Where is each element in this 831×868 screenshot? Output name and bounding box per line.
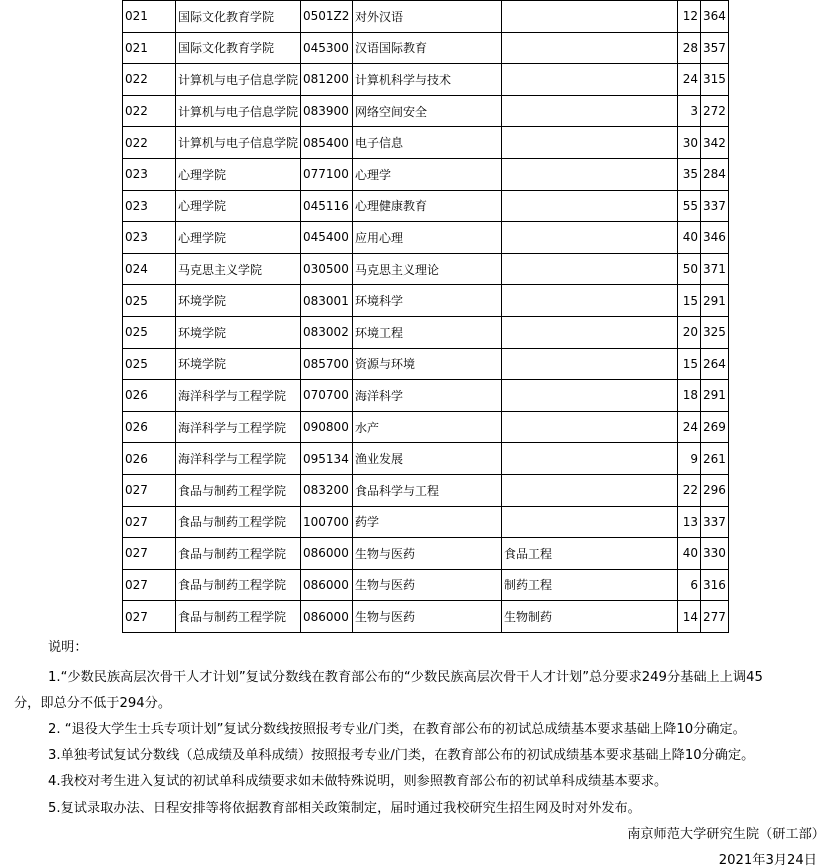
- table-row: [123, 158, 729, 190]
- major-name-cell: 环境工程: [353, 316, 502, 348]
- college-code-cell: 025: [123, 348, 176, 380]
- table-row: [123, 316, 729, 348]
- table-row: [123, 380, 729, 412]
- college-name-cell: 心理学院: [176, 222, 301, 254]
- major-code-cell: 045300: [301, 32, 353, 64]
- major-code-cell: 030500: [301, 253, 353, 285]
- direction-cell: [502, 443, 678, 475]
- college-code-cell: 023: [123, 158, 176, 190]
- major-name-cell: 网络空间安全: [353, 95, 502, 127]
- college-code-cell: 025: [123, 316, 176, 348]
- major-code-cell: 070700: [301, 380, 353, 412]
- college-name-cell: 心理学院: [176, 190, 301, 222]
- college-code-cell: 027: [123, 506, 176, 538]
- single-subject-score-cell: 50: [678, 253, 701, 285]
- total-score-cell: 325: [701, 316, 729, 348]
- college-code-cell: 026: [123, 380, 176, 412]
- college-code-cell: 025: [123, 285, 176, 317]
- single-subject-score-cell: 13: [678, 506, 701, 538]
- direction-cell: [502, 190, 678, 222]
- direction-cell: [502, 32, 678, 64]
- major-name-cell: 生物与医药: [353, 538, 502, 570]
- college-name-cell: 食品与制药工程学院: [176, 474, 301, 506]
- major-code-cell: 0501Z2: [301, 1, 353, 33]
- single-subject-score-cell: 24: [678, 64, 701, 96]
- direction-cell: [502, 474, 678, 506]
- direction-cell: 生物制药: [502, 601, 678, 633]
- college-name-cell: 环境学院: [176, 285, 301, 317]
- single-subject-score-cell: 15: [678, 285, 701, 317]
- direction-cell: [502, 348, 678, 380]
- major-code-cell: 086000: [301, 601, 353, 633]
- total-score-cell: 291: [701, 285, 729, 317]
- college-code-cell: 027: [123, 601, 176, 633]
- table-row: [123, 127, 729, 159]
- total-score-cell: 364: [701, 1, 729, 33]
- table-row: [123, 285, 729, 317]
- direction-cell: 制药工程: [502, 569, 678, 601]
- major-code-cell: 081200: [301, 64, 353, 96]
- total-score-cell: 264: [701, 348, 729, 380]
- total-score-cell: 272: [701, 95, 729, 127]
- major-name-cell: 应用心理: [353, 222, 502, 254]
- major-name-cell: 渔业发展: [353, 443, 502, 475]
- major-code-cell: 090800: [301, 411, 353, 443]
- table-row: [123, 190, 729, 222]
- table-row: [123, 1, 729, 33]
- total-score-cell: 337: [701, 506, 729, 538]
- college-name-cell: 食品与制药工程学院: [176, 569, 301, 601]
- direction-cell: [502, 316, 678, 348]
- direction-cell: 食品工程: [502, 538, 678, 570]
- table-row: [123, 32, 729, 64]
- single-subject-score-cell: 12: [678, 1, 701, 33]
- college-code-cell: 023: [123, 222, 176, 254]
- college-name-cell: 海洋科学与工程学院: [176, 443, 301, 475]
- major-code-cell: 086000: [301, 538, 353, 570]
- major-code-cell: 100700: [301, 506, 353, 538]
- score-table-body: [123, 1, 729, 633]
- signature-date: 2021年3月24日: [718, 853, 817, 868]
- college-name-cell: 计算机与电子信息学院: [176, 127, 301, 159]
- college-code-cell: 022: [123, 64, 176, 96]
- major-name-cell: 生物与医药: [353, 601, 502, 633]
- major-name-cell: 食品科学与工程: [353, 474, 502, 506]
- major-code-cell: 077100: [301, 158, 353, 190]
- total-score-cell: 330: [701, 538, 729, 570]
- table-row: [123, 569, 729, 601]
- note-item-1: 1.“少数民族高层次骨干人才计划”复试分数线在教育部公布的“少数民族高层次骨干人才计划”总分要求249分基础上上调45: [48, 670, 763, 685]
- total-score-cell: 315: [701, 64, 729, 96]
- single-subject-score-cell: 18: [678, 380, 701, 412]
- single-subject-score-cell: 30: [678, 127, 701, 159]
- major-code-cell: 083002: [301, 316, 353, 348]
- total-score-cell: 277: [701, 601, 729, 633]
- major-name-cell: 生物与医药: [353, 569, 502, 601]
- college-code-cell: 027: [123, 569, 176, 601]
- table-row: [123, 601, 729, 633]
- college-code-cell: 022: [123, 127, 176, 159]
- signature-org: 南京师范大学研究生院（研工部）: [627, 827, 825, 842]
- single-subject-score-cell: 20: [678, 316, 701, 348]
- direction-cell: [502, 95, 678, 127]
- major-name-cell: 汉语国际教育: [353, 32, 502, 64]
- total-score-cell: 342: [701, 127, 729, 159]
- table-row: [123, 253, 729, 285]
- note-item-2: 2. “退役大学生士兵专项计划”复试分数线按照报考专业/门类，在教育部公布的初试总成绩基本要求基础上降10分确定。: [48, 722, 746, 737]
- note-item-4: 4.我校对考生进入复试的初试单科成绩要求如未做特殊说明，则参照教育部公布的初试单科成绩基本要求。: [48, 774, 668, 789]
- single-subject-score-cell: 35: [678, 158, 701, 190]
- college-name-cell: 马克思主义学院: [176, 253, 301, 285]
- major-code-cell: 086000: [301, 569, 353, 601]
- college-name-cell: 计算机与电子信息学院: [176, 64, 301, 96]
- major-name-cell: 计算机科学与技术: [353, 64, 502, 96]
- note-item-3: 3.单独考试复试分数线（总成绩及单科成绩）按照报考专业/门类，在教育部公布的初试成绩基本要求基础上降10分确定。: [48, 748, 755, 763]
- single-subject-score-cell: 55: [678, 190, 701, 222]
- major-code-cell: 045400: [301, 222, 353, 254]
- table-row: [123, 474, 729, 506]
- total-score-cell: 316: [701, 569, 729, 601]
- single-subject-score-cell: 6: [678, 569, 701, 601]
- major-code-cell: 083001: [301, 285, 353, 317]
- total-score-cell: 346: [701, 222, 729, 254]
- table-row: [123, 222, 729, 254]
- major-name-cell: 水产: [353, 411, 502, 443]
- direction-cell: [502, 411, 678, 443]
- college-code-cell: 022: [123, 95, 176, 127]
- college-name-cell: 食品与制药工程学院: [176, 506, 301, 538]
- single-subject-score-cell: 9: [678, 443, 701, 475]
- total-score-cell: 357: [701, 32, 729, 64]
- college-code-cell: 023: [123, 190, 176, 222]
- total-score-cell: 284: [701, 158, 729, 190]
- major-code-cell: 085400: [301, 127, 353, 159]
- major-code-cell: 085700: [301, 348, 353, 380]
- single-subject-score-cell: 14: [678, 601, 701, 633]
- single-subject-score-cell: 15: [678, 348, 701, 380]
- single-subject-score-cell: 3: [678, 95, 701, 127]
- major-name-cell: 马克思主义理论: [353, 253, 502, 285]
- direction-cell: [502, 253, 678, 285]
- college-name-cell: 计算机与电子信息学院: [176, 95, 301, 127]
- major-name-cell: 海洋科学: [353, 380, 502, 412]
- college-code-cell: 027: [123, 474, 176, 506]
- college-name-cell: 食品与制药工程学院: [176, 538, 301, 570]
- major-code-cell: 045116: [301, 190, 353, 222]
- single-subject-score-cell: 28: [678, 32, 701, 64]
- note-item-5: 5.复试录取办法、日程安排等将依据教育部相关政策制定，届时通过我校研究生招生网及时对外发布。: [48, 801, 641, 816]
- major-name-cell: 对外汉语: [353, 1, 502, 33]
- major-code-cell: 083200: [301, 474, 353, 506]
- single-subject-score-cell: 40: [678, 222, 701, 254]
- table-row: [123, 348, 729, 380]
- score-table: [122, 0, 729, 633]
- single-subject-score-cell: 24: [678, 411, 701, 443]
- college-code-cell: 024: [123, 253, 176, 285]
- table-row: [123, 95, 729, 127]
- direction-cell: [502, 222, 678, 254]
- college-code-cell: 026: [123, 443, 176, 475]
- college-name-cell: 环境学院: [176, 316, 301, 348]
- notes-title: 说明：: [48, 640, 88, 655]
- single-subject-score-cell: 40: [678, 538, 701, 570]
- college-name-cell: 食品与制药工程学院: [176, 601, 301, 633]
- college-code-cell: 021: [123, 32, 176, 64]
- college-name-cell: 环境学院: [176, 348, 301, 380]
- college-code-cell: 026: [123, 411, 176, 443]
- major-name-cell: 心理健康教育: [353, 190, 502, 222]
- total-score-cell: 371: [701, 253, 729, 285]
- total-score-cell: 337: [701, 190, 729, 222]
- major-name-cell: 环境科学: [353, 285, 502, 317]
- college-name-cell: 海洋科学与工程学院: [176, 380, 301, 412]
- table-row: [123, 443, 729, 475]
- direction-cell: [502, 64, 678, 96]
- college-code-cell: 027: [123, 538, 176, 570]
- table-row: [123, 538, 729, 570]
- major-code-cell: 083900: [301, 95, 353, 127]
- major-code-cell: 095134: [301, 443, 353, 475]
- total-score-cell: 296: [701, 474, 729, 506]
- total-score-cell: 291: [701, 380, 729, 412]
- college-name-cell: 国际文化教育学院: [176, 32, 301, 64]
- college-name-cell: 心理学院: [176, 158, 301, 190]
- table-row: [123, 411, 729, 443]
- direction-cell: [502, 127, 678, 159]
- direction-cell: [502, 285, 678, 317]
- major-name-cell: 电子信息: [353, 127, 502, 159]
- total-score-cell: 269: [701, 411, 729, 443]
- college-name-cell: 国际文化教育学院: [176, 1, 301, 33]
- table-row: [123, 506, 729, 538]
- major-name-cell: 药学: [353, 506, 502, 538]
- direction-cell: [502, 380, 678, 412]
- direction-cell: [502, 1, 678, 33]
- major-name-cell: 心理学: [353, 158, 502, 190]
- college-code-cell: 021: [123, 1, 176, 33]
- single-subject-score-cell: 22: [678, 474, 701, 506]
- total-score-cell: 261: [701, 443, 729, 475]
- note-item-1-continuation: 分，即总分不低于294分。: [14, 696, 172, 711]
- direction-cell: [502, 506, 678, 538]
- major-name-cell: 资源与环境: [353, 348, 502, 380]
- direction-cell: [502, 158, 678, 190]
- college-name-cell: 海洋科学与工程学院: [176, 411, 301, 443]
- table-row: [123, 64, 729, 96]
